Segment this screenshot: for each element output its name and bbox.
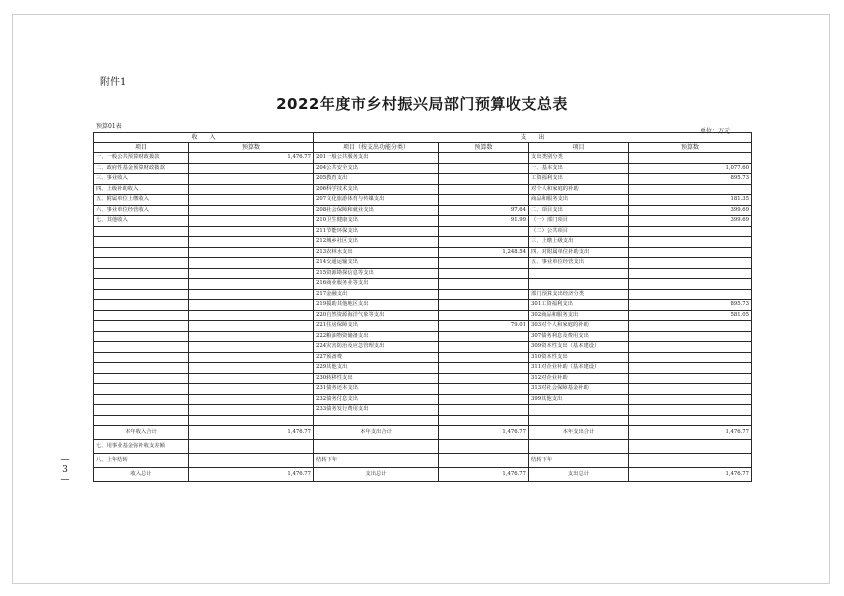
col-item2: 项目 [529,143,629,153]
table-row [94,352,752,363]
function-value [439,184,529,195]
function-item [314,415,439,426]
category-item: 399其他支出 [529,394,629,405]
category-value [629,153,752,164]
expense-total-label: 支出总计 [314,468,439,482]
function-value [439,174,529,185]
col-budget: 预算数 [189,143,314,153]
table-body [94,153,752,426]
table-row [94,237,752,248]
category-value [629,289,752,300]
function-value [439,342,529,353]
category-value [629,405,752,416]
expense-year-value: 1,476.77 [439,426,529,440]
table-row [94,184,752,195]
budget-table [93,132,752,482]
col-budget3: 预算数 [629,143,752,153]
category-value: 581.05 [629,310,752,321]
table-row [94,258,752,269]
category-value [629,394,752,405]
category-value [629,363,752,374]
table-row [94,405,752,416]
income-header: 收 入 [94,133,314,143]
income-item [94,342,189,353]
income-value [189,174,314,185]
income-value [189,331,314,342]
category-item: 一、基本支出 [529,163,629,174]
function-value [439,310,529,321]
income-value [189,184,314,195]
function-item: 230转移性支出 [314,373,439,384]
fund-label: 七、用事业基金弥补收支差额 [94,440,189,454]
function-value [439,384,529,395]
function-value [439,331,529,342]
table-row [94,247,752,258]
function-value [439,226,529,237]
income-value: 1,476.77 [189,153,314,164]
category-item: 四、对附属单位补助支出 [529,247,629,258]
category-item: 310资本性支出 [529,352,629,363]
function-item: 213农林水支出 [314,247,439,258]
expense-year-label: 本年支出合计 [314,426,439,440]
page-number: — 3 — [60,455,70,485]
col-item: 项目 [94,143,189,153]
category-value: 1,077.60 [629,163,752,174]
income-item [94,310,189,321]
category-item: 312对企业补助 [529,373,629,384]
category-value [629,415,752,426]
function-item: 220自然资源海洋气象等支出 [314,310,439,321]
table-row [94,342,752,353]
category-item [529,405,629,416]
income-value [189,394,314,405]
carry-out-label: 结转下年 [314,454,439,468]
category-item: 部门预算支出经济分类 [529,289,629,300]
income-item [94,300,189,311]
function-item: 212城乡社区支出 [314,237,439,248]
table-row [94,226,752,237]
function-item: 211节能环保支出 [314,226,439,237]
function-value [439,163,529,174]
income-value [189,226,314,237]
table-row [94,415,752,426]
function-item: 233债务发行费用支出 [314,405,439,416]
function-value [439,268,529,279]
table-row [94,153,752,164]
category-value: 399.69 [629,216,752,227]
income-item [94,237,189,248]
function-item: 231债务还本支出 [314,384,439,395]
income-item [94,373,189,384]
income-value [189,342,314,353]
function-item: 201一般公共服务支出 [314,153,439,164]
function-value: 97.64 [439,205,529,216]
category-item: 三、上缴上级支出 [529,237,629,248]
category-value: 181.35 [629,195,752,206]
table-row [94,373,752,384]
category-item: 302商品和服务支出 [529,310,629,321]
income-item [94,384,189,395]
income-item [94,268,189,279]
income-total-value: 1,476.77 [189,468,314,482]
income-item: 四、上级补助收入 [94,184,189,195]
carry-out-label-2: 结转下年 [529,454,629,468]
income-item: 五、附属单位上缴收入 [94,195,189,206]
income-item [94,352,189,363]
category-item: 商品和服务支出 [529,195,629,206]
function-value [439,289,529,300]
category-item: 313对社会保障基金补助 [529,384,629,395]
function-value: 91.99 [439,216,529,227]
function-value [439,153,529,164]
category-item: 307债务利息及费用支出 [529,331,629,342]
category-value [629,247,752,258]
table-row [94,195,752,206]
function-item: 216商业服务业等支出 [314,279,439,290]
income-item: 七、其他收入 [94,216,189,227]
table-row [94,205,752,216]
category-value [629,384,752,395]
category-item [529,415,629,426]
category-value [629,321,752,332]
function-value [439,237,529,248]
col-budget2: 预算数 [439,143,529,153]
table-row [94,174,752,185]
income-value [189,415,314,426]
function-value: 79.01 [439,321,529,332]
category-item: 301工资福利支出 [529,300,629,311]
carry-row [94,454,752,468]
income-item [94,258,189,269]
category-value: 399.69 [629,205,752,216]
col-func-item: 项目（按支出功能分类） [314,143,439,153]
category-value [629,237,752,248]
income-value [189,247,314,258]
income-item [94,363,189,374]
attachment-label: 附件1 [100,77,127,88]
income-value [189,237,314,248]
category-value [629,352,752,363]
expense-header: 支 出 [314,133,752,143]
table-row [94,289,752,300]
function-item: 210卫生健康支出 [314,216,439,227]
table-row [94,331,752,342]
function-item: 214交通运输支出 [314,258,439,269]
function-item: 217金融支出 [314,289,439,300]
function-value [439,279,529,290]
category-item: 五、事业单位经营支出 [529,258,629,269]
category-value [629,279,752,290]
function-item: 229其他支出 [314,363,439,374]
table-row [94,384,752,395]
table-row [94,216,752,227]
income-item [94,321,189,332]
income-value [189,195,314,206]
category-value [629,331,752,342]
table-row [94,363,752,374]
category-item: 支出类别分类 [529,153,629,164]
income-value [189,279,314,290]
function-item: 232债务付息支出 [314,394,439,405]
income-item [94,226,189,237]
category-value [629,268,752,279]
function-value [439,373,529,384]
income-item [94,415,189,426]
category-value [629,258,752,269]
function-value [439,352,529,363]
table-row [94,279,752,290]
fund-row [94,440,752,454]
income-value [189,216,314,227]
income-item: 二、政府性基金预算财政拨款 [94,163,189,174]
income-item [94,331,189,342]
category-item: 311对企业补助（基本建设） [529,363,629,374]
income-value [189,363,314,374]
table-row [94,310,752,321]
income-value [189,300,314,311]
function-value [439,258,529,269]
income-item [94,405,189,416]
function-item: 206科学技术支出 [314,184,439,195]
income-item [94,289,189,300]
unit-label: 单位：万元 [700,128,731,135]
income-value [189,205,314,216]
income-year-label: 本年收入合计 [94,426,189,440]
category-value [629,184,752,195]
income-value [189,405,314,416]
expense-total-value-2: 1,476.77 [629,468,752,482]
function-item: 205教育支出 [314,174,439,185]
expense-year-label-2: 本年支出合计 [529,426,629,440]
page-title: 2022年度市乡村振兴局部门预算收支总表 [276,95,568,113]
income-total-label: 收入总计 [94,468,189,482]
function-item: 227预备费 [314,352,439,363]
income-item: 三、事业收入 [94,174,189,185]
function-value [439,300,529,311]
income-year-value: 1,476.77 [189,426,314,440]
function-item: 204公共安全支出 [314,163,439,174]
category-item: （二）公共项目 [529,226,629,237]
function-value [439,394,529,405]
category-item: 对个人和家庭的补助 [529,184,629,195]
category-item: （一）部门项目 [529,216,629,227]
income-value [189,289,314,300]
income-value [189,310,314,321]
function-item: 219援助其他地区支出 [314,300,439,311]
category-item: 工资福利支出 [529,174,629,185]
function-item: 221住房保障支出 [314,321,439,332]
function-item: 207文化旅游体育与传媒支出 [314,195,439,206]
carry-label: 八、上年结转 [94,454,189,468]
function-item: 222粮油物资储备支出 [314,331,439,342]
category-value [629,342,752,353]
income-value [189,258,314,269]
category-value: 895.73 [629,174,752,185]
year-total-row [94,426,752,440]
expense-year-value-2: 1,476.77 [629,426,752,440]
grand-total-row [94,468,752,482]
expense-total-value: 1,476.77 [439,468,529,482]
income-item [94,394,189,405]
function-item: 215资源勘探信息等支出 [314,268,439,279]
income-item [94,247,189,258]
function-item: 224灾害防治及应急管理支出 [314,342,439,353]
function-value [439,363,529,374]
function-item: 208社会保障和就业支出 [314,205,439,216]
header-row-columns [94,143,752,153]
category-item [529,268,629,279]
income-value [189,268,314,279]
income-value [189,352,314,363]
income-item: 六、事业单位经营收入 [94,205,189,216]
function-value: 1,248.54 [439,247,529,258]
income-item [94,279,189,290]
function-value [439,195,529,206]
function-value [439,415,529,426]
income-value [189,321,314,332]
form-number: 预算01表 [96,123,122,130]
category-item [529,279,629,290]
income-value [189,384,314,395]
income-item: 一、一般公共预算财政拨款 [94,153,189,164]
function-value [439,405,529,416]
category-value: 895.73 [629,300,752,311]
expense-total-label-2: 支出总计 [529,468,629,482]
category-item: 二、项目支出 [529,205,629,216]
table-row [94,300,752,311]
category-item: 309资本性支出（基本建设） [529,342,629,353]
table-row [94,268,752,279]
header-row-group [94,133,752,143]
category-item: 303对个人和家庭的补助 [529,321,629,332]
table-row [94,394,752,405]
income-value [189,373,314,384]
table-row [94,163,752,174]
income-value [189,163,314,174]
category-value [629,226,752,237]
table-row [94,321,752,332]
category-value [629,373,752,384]
